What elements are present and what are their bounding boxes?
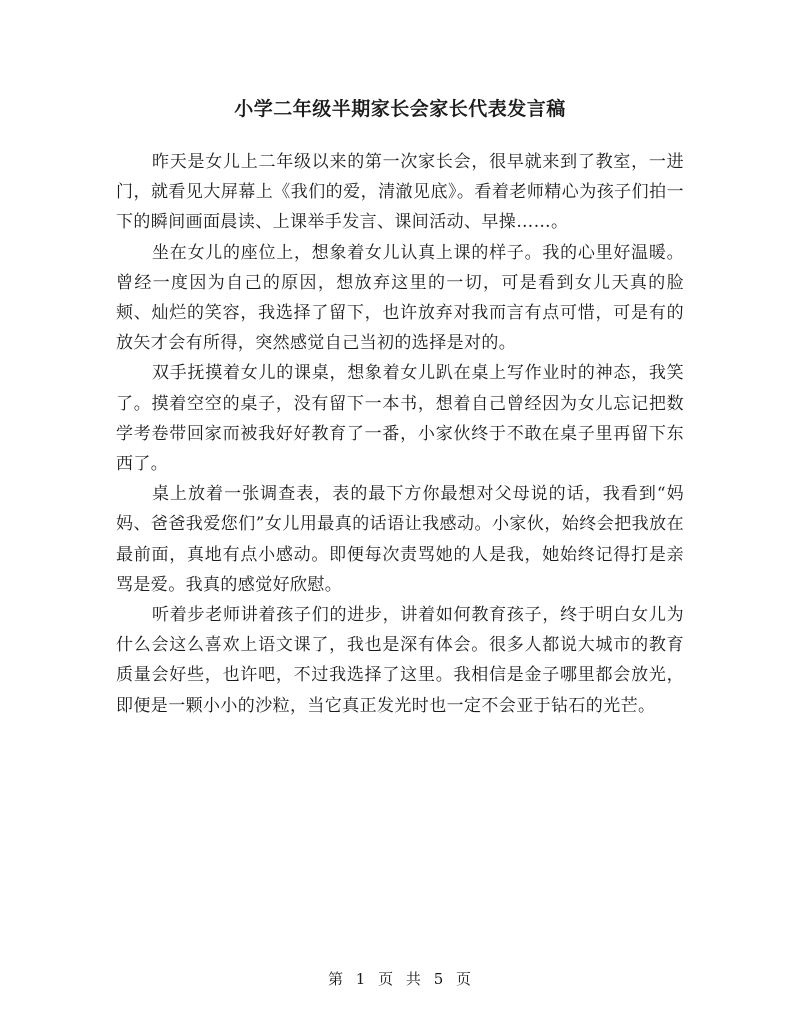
paragraph: 桌上放着一张调查表，表的最下方你最想对父母说的话，我看到“妈妈、爸爸我爱您们”女儿用最真的话语让我感动。小家伙，始终会把我放在最前面，真地有点小感动。即便每次责骂她的人是我，她始终记得打是亲骂是爱。我真的感觉好欣慰。 xyxy=(116,484,684,595)
page-label-prefix: 第 xyxy=(327,970,344,988)
page-footer xyxy=(0,968,800,989)
paragraph: 听着步老师讲着孩子们的进步，讲着如何教育孩子，终于明白女儿为什么会这么喜欢上语文课了，我也是深有体会。很多人都说大城市的教育质量会好些，也许吧，不过我选择了这里。我相信是金子哪里都会放光，即便是一颗小小的沙粒，当它真正发光时也一定不会亚于钻石的光芒。 xyxy=(116,605,684,716)
page-total-prefix: 共 xyxy=(405,970,422,988)
document-title: 小学二年级半期家长会家长代表发言稿 xyxy=(234,98,566,120)
page-total-number: 5 xyxy=(433,970,445,988)
page-label-suffix: 页 xyxy=(456,970,473,988)
document-body xyxy=(116,147,684,721)
page-current-number: 1 xyxy=(355,970,367,988)
paragraph: 坐在女儿的座位上，想象着女儿认真上课的样子。我的心里好温暖。曾经一度因为自己的原因，想放弃这里的一切，可是看到女儿天真的脸颊、灿烂的笑容，我选择了留下，也许放弃对我而言有点可惜，可是有的放矢才会有所得，突然感觉自己当初的选择是对的。 xyxy=(116,242,684,354)
page-label-mid: 页 xyxy=(378,970,395,988)
paragraph: 双手抚摸着女儿的课桌，想象着女儿趴在桌上写作业时的神态，我笑了。摸着空空的桌子，没有留下一本书，想着自己曾经因为女儿忘记把数学考卷带回家而被我好好教育了一番，小家伙终于不敢在桌子里再留下东西了。 xyxy=(116,363,684,475)
paragraph: 昨天是女儿上二年级以来的第一次家长会，很早就来到了教室，一进门，就看见大屏幕上《我们的爱，清澈见底》。看着老师精心为孩子们拍一下的瞬间画面晨读、上课举手发言、课间活动、早操……。 xyxy=(116,152,684,233)
